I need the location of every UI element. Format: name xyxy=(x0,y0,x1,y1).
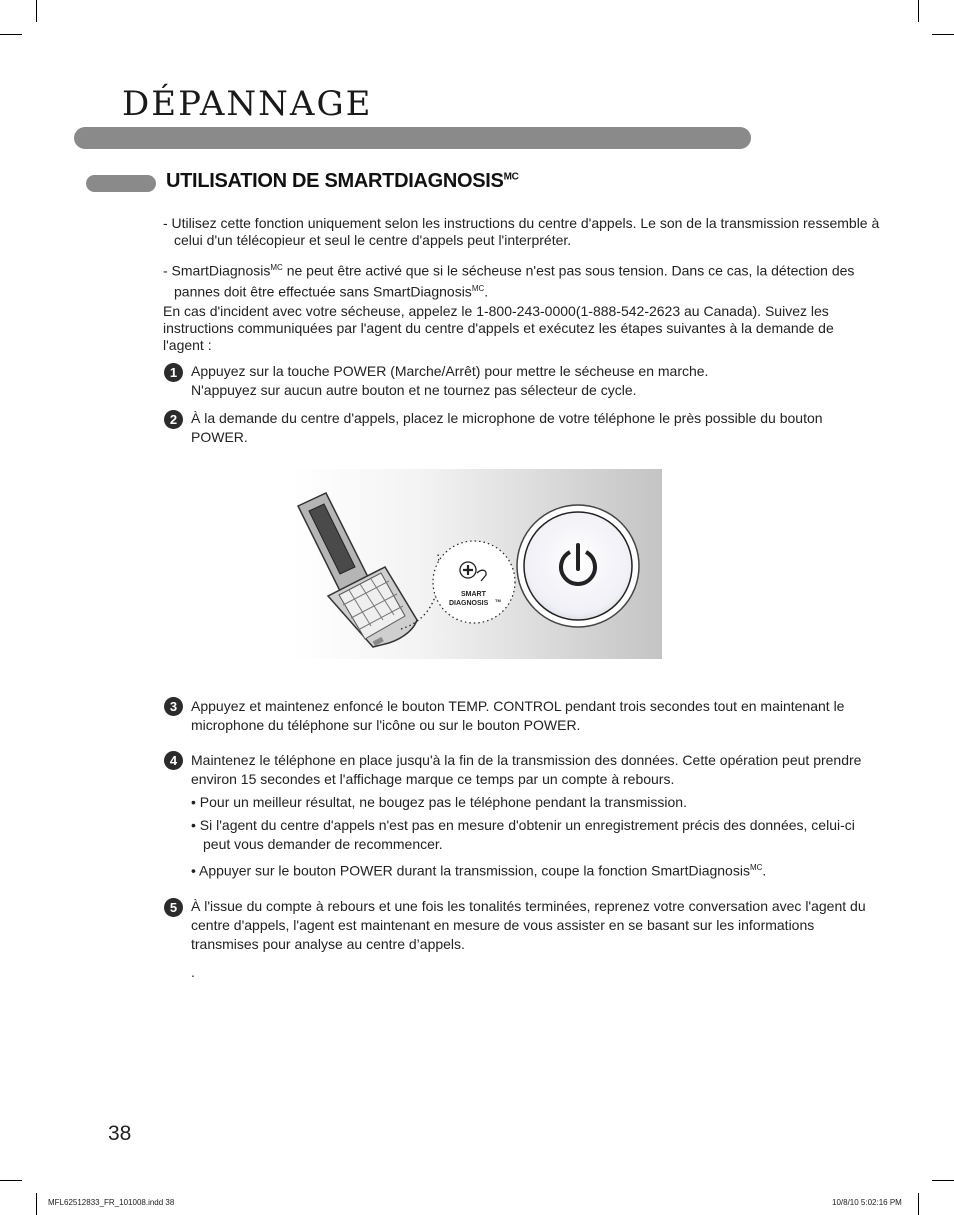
section-title: UTILISATION DE $SMARTDIAGNOSIS^{MC}$ xyxy=(166,170,519,192)
note-2: - SmartDiagnosis$^{MC}$ ne peut être activé que si le sécheuse n'est pas sous tension. Dans ce cas, la détection des pannes doit être effectuée sans SmartDiagnosis$^{MC}$. xyxy=(163,262,855,300)
badge-label-tm: TM xyxy=(495,598,501,603)
step-number-badge: 2 xyxy=(164,410,183,429)
page-title: DÉPANNAGE xyxy=(122,84,373,124)
step-number-badge: 5 xyxy=(164,898,183,917)
crop-mark xyxy=(36,0,37,22)
badge-label-line1: SMART xyxy=(461,591,486,598)
bullet-3: • Appuyer sur le bouton POWER durant la transmission, coupe la fonction SmartDiagnosis$^{MC}$. xyxy=(191,862,767,879)
step-number-badge: 1 xyxy=(164,363,183,382)
note-1: - Utilisez cette fonction uniquement selon les instructions du centre d'appels. Le son de la transmission ressemble à celui d'un télécopieur et seul le centre d'appels peut l'interpréter. xyxy=(163,215,880,248)
step-3-text: Appuyez et maintenez enfoncé le bouton TEMP. CONTROL pendant trois secondes tout en maintenant le microphone du téléphone sur l'icône ou sur le bouton POWER. xyxy=(191,698,845,733)
footer-timestamp: 10/8/10 5:02:16 PM xyxy=(832,1198,902,1207)
intro-paragraph: En cas d'incident avec votre sécheuse, appelez le 1-800-243-0000(1-888-542-2623 au Canada). Suivez les instructions communiquées par l'agent du centre d'appels et exécutez les étapes suivantes à la demande de l'agent : xyxy=(163,303,834,353)
crop-mark xyxy=(0,34,22,35)
step-5-text: À l'issue du compte à rebours et une fois les tonalités terminées, reprenez votre conversation avec l'agent du centre d'appels, l'agent est maintenant en mesure de vous assister en se basant sur les informations transmises pour analyse au centre d’appels. xyxy=(191,898,866,952)
crop-mark xyxy=(918,1193,919,1215)
trailing-period: . xyxy=(191,964,195,980)
power-button-icon xyxy=(517,505,639,627)
crop-mark xyxy=(0,1180,22,1181)
step-number-badge: 3 xyxy=(164,697,183,716)
page-number: 38 xyxy=(108,1122,132,1145)
crop-mark xyxy=(932,1180,954,1181)
crop-mark xyxy=(36,1193,37,1215)
smartdiagnosis-illustration xyxy=(293,469,662,659)
crop-mark xyxy=(932,34,954,35)
smartdiagnosis-badge xyxy=(433,541,515,623)
step-1-text: Appuyez sur la touche POWER (Marche/Arrêt) pour mettre le sécheuse en marche. N'appuyez sur aucun autre bouton et ne tournez pas sélecteur de cycle. xyxy=(191,363,709,398)
bullet-1: • Pour un meilleur résultat, ne bougez pas le téléphone pendant la transmission. xyxy=(191,794,687,810)
bullet-2: • Si l'agent du centre d'appels n'est pas en mesure d'obtenir un enregistrement précis des données, celui-ci peut vous demander de recommencer. xyxy=(191,817,855,852)
step-2-text: À la demande du centre d'appels, placez le microphone de votre téléphone le près possible du bouton POWER. xyxy=(191,410,823,445)
footer-file-name: MFL62512833_FR_101008.indd 38 xyxy=(48,1198,175,1207)
header-bar xyxy=(74,127,751,149)
step-4-text: Maintenez le téléphone en place jusqu'à la fin de la transmission des données. Cette opération peut prendre environ 15 secondes et l'affichage marque ce temps par un compte à rebours. xyxy=(191,752,862,787)
step-number-badge: 4 xyxy=(164,751,183,770)
section-marker xyxy=(86,175,156,192)
crop-mark xyxy=(918,0,919,22)
badge-label-line2: DIAGNOSIS xyxy=(449,600,489,607)
